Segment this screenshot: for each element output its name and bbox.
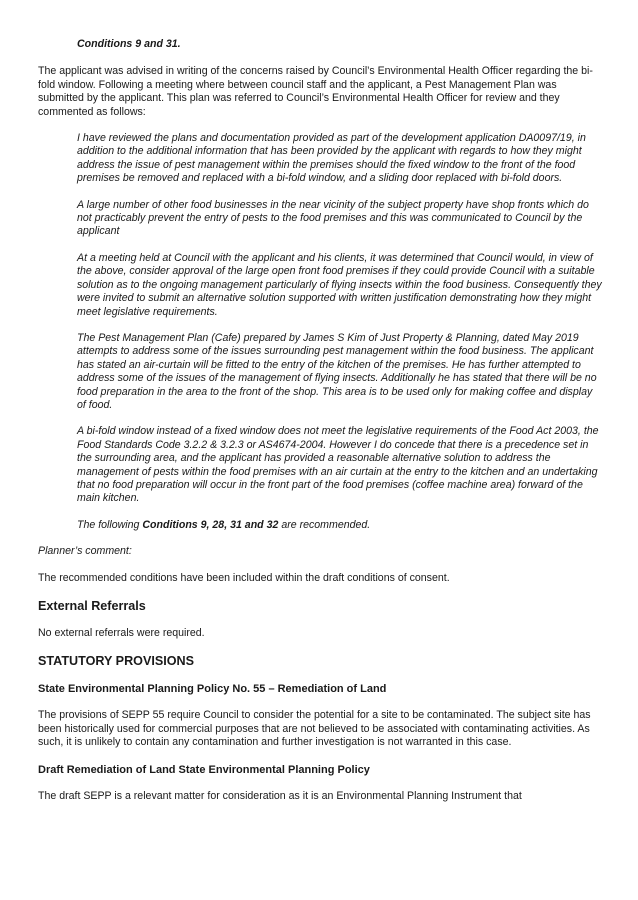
conditions-heading: Conditions 9 and 31. bbox=[77, 38, 181, 50]
sepp55-heading: State Environmental Planning Policy No. 55 – Remediation of Land bbox=[38, 683, 387, 696]
external-referrals-heading: External Referrals bbox=[38, 599, 146, 613]
planner-comment-label: Planner’s comment: bbox=[38, 545, 132, 558]
planner-comment-text: The recommended conditions have been included within the draft conditions of consent. bbox=[38, 571, 450, 584]
quote-paragraph-1: I have reviewed the plans and documentation provided as part of the development application DA0097/19, in addition to the additional information that has been provided by the applicant with regards to how they might address the issue of pest management within the premises should the fixed window to the front of the food premises be removed and replaced with a bi-fold window, and a sliding door replaced with bi-fold doors. bbox=[77, 132, 586, 185]
recommended-conditions: Conditions 9, 28, 31 and 32 bbox=[142, 518, 279, 531]
statutory-provisions-heading: STATUTORY PROVISIONS bbox=[38, 654, 195, 669]
quote-paragraph-3: At a meeting held at Council with the applicant and his clients, it was determined that Council would, in view of the above, consider approval of the large open front food premises if they could provide Council with a suitable solution as to the ongoing management particularly of flying insects within the food business. Consequently they were invited to submit an alternative solution supported with written justification demonstrating how they might meet legislative requirements. bbox=[77, 251, 602, 318]
quote-paragraph-4: The Pest Management Plan (Cafe) prepared by James S Kim of Just Property & Planning, dated May 2019 attempts to address some of the issues surrounding pest management within the food business. The applicant has stated an air-curtain will be fitted to the entry of the kitchen of the premises. He has further attempted to address some of the issues of the management of flying insects. Additionally he has stated that there will be no food preparation in the area to the front of the shop. This area is to be used only for making coffee and display of food. bbox=[77, 331, 597, 411]
document-page bbox=[38, 38, 604, 816]
external-referrals-text: No external referrals were required. bbox=[38, 627, 205, 639]
sepp55-text: The provisions of SEPP 55 require Council to consider the potential for a site to be contaminated. The subject site has been historically used for commercial purposes that are not believed to be associated with contaminating activities. As such, it is unlikely to contain any contamination and further investigation is not warranted in this case. bbox=[38, 709, 591, 749]
draft-sepp-heading: Draft Remediation of Land State Environmental Planning Policy bbox=[38, 763, 370, 776]
recommendation-post: are recommended. bbox=[278, 518, 371, 531]
quote-paragraph-5: A bi-fold window instead of a fixed window does not meet the legislative requirements of the Food Act 2003, the Food Standards Code 3.2.2 & 3.2.3 or AS4674-2004. However I do concede that there is a precedence set in the surrounding area, and the applicant has provided a reasonable alternative solution to address the management of pests within the food premises with an air curtain at the entry to the kitchen and an undertaking that no food preparation will occur in the front part of the food premises (coffee machine area) forward of the main kitchen. bbox=[77, 425, 599, 505]
intro-paragraph: The applicant was advised in writing of the concerns raised by Council’s Environmental Health Officer regarding the bi-fold window. Following a meeting where between council staff and the applicant, a Pest Management Plan was submitted by the applicant. This plan was referred to Council’s Environmental Health Officer for review and they commented as follows: bbox=[38, 65, 593, 118]
recommendation-paragraph bbox=[77, 519, 604, 532]
recommendation-pre: The following bbox=[77, 518, 143, 531]
quote-paragraph-2: A large number of other food businesses in the near vicinity of the subject property have shop fronts which do not practicably prevent the entry of pests to the food premises and this was communicated to Council by the applicant bbox=[77, 198, 589, 238]
draft-sepp-text: The draft SEPP is a relevant matter for consideration as it is an Environmental Planning Instrument that bbox=[38, 789, 522, 802]
